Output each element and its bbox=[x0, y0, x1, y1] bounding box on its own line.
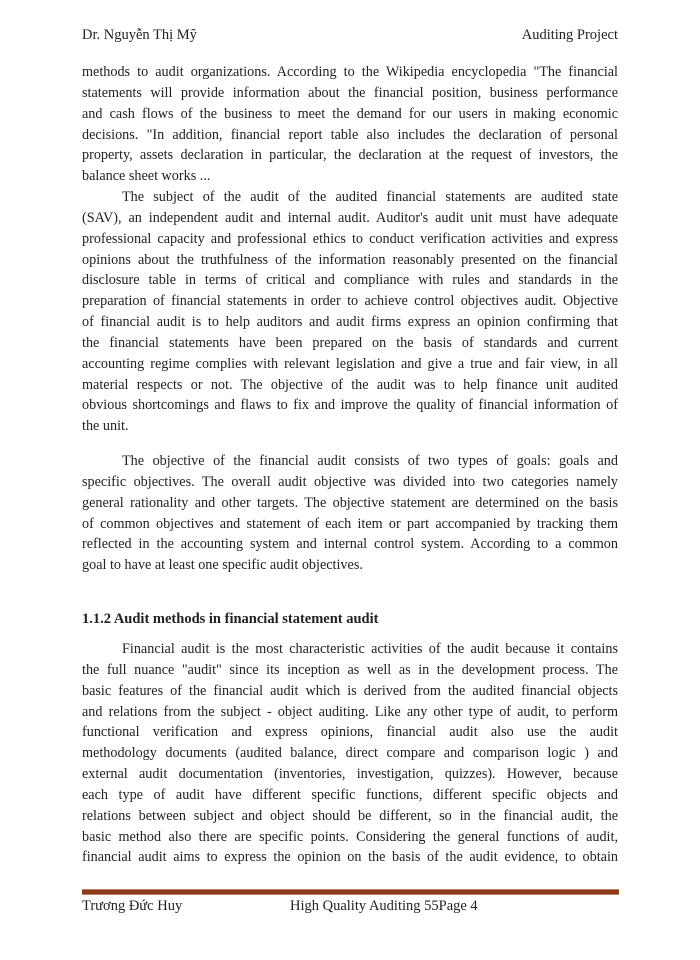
text-line: decisions. "In addition, financial report table also includes the declaration of personal bbox=[82, 126, 618, 143]
text-line: goal to have at least one specific audit objectives. bbox=[82, 557, 363, 574]
text-line: the financial statements have been prepared on the basis of standards and current bbox=[82, 334, 618, 351]
text-line: accounting regime complies with relevant legislation and give a true and fair view, in all bbox=[82, 355, 618, 372]
text-line: The objective of the financial audit consists of two types of goals: goals and bbox=[122, 453, 618, 469]
header-right: Auditing Project bbox=[521, 27, 618, 43]
text-line: The subject of the audit of the audited financial statements are audited state bbox=[122, 189, 618, 205]
text-line: Financial audit is the most characteristic activities of the audit because it contains bbox=[122, 641, 618, 657]
text-line: (SAV), an independent audit and internal audit. Auditor's audit unit must have adequate bbox=[82, 209, 618, 226]
text-line: of financial audit is to help auditors and audit firms express an opinion confirming that bbox=[82, 314, 618, 331]
footer-page-info: High Quality Auditing 55Page 4 bbox=[290, 898, 478, 914]
text-line: opinions about the truthfulness of the information reasonably presented on the financial bbox=[82, 251, 618, 268]
text-line: property, assets declaration in particular, the declaration at the request of investors, the bbox=[82, 147, 618, 164]
paragraph-4 bbox=[82, 639, 618, 868]
text-line: each type of audit have different specific functions, different specific objects and bbox=[82, 786, 618, 803]
text-line: basic method also there are specific points. Considering the general functions of audit, bbox=[82, 828, 618, 845]
text-line: of common objectives and statement of each item or part accompanied by tracking them bbox=[82, 515, 618, 532]
text-line: specific objectives. The overall audit objective was divided into two categories namely bbox=[82, 473, 618, 490]
text-line: financial audit aims to express the opinion on the basis of the audit evidence, to obtain bbox=[82, 849, 618, 866]
text-line: preparation of financial statements in order to achieve control objectives audit. Objective bbox=[82, 293, 618, 310]
text-line: general rationality and other targets. The objective statement are determined on the basis bbox=[82, 494, 618, 511]
paragraph-1 bbox=[82, 62, 618, 187]
paragraph-2 bbox=[82, 187, 618, 437]
text-line: and relations from the subject - object auditing. Like any other type of audit, to perform bbox=[82, 703, 618, 720]
text-line: material respects or not. The objective of the audit was to help finance unit audited bbox=[82, 376, 618, 393]
text-line: and cash flows of the business to meet the demand for our users in making economic bbox=[82, 105, 618, 122]
footer-rule bbox=[82, 889, 619, 895]
text-line: reflected in the accounting system and internal control system. According to a common bbox=[82, 536, 618, 553]
page-header bbox=[82, 27, 618, 44]
header-left: Dr. Nguyễn Thị Mỹ bbox=[82, 27, 197, 43]
text-line: methodology documents (audited balance, direct compare and comparison logic ) and bbox=[82, 745, 618, 762]
section-heading: 1.1.2 Audit methods in financial statement audit bbox=[82, 611, 379, 627]
text-line: relations between subject and object should be different, so in the financial audit, the bbox=[82, 807, 618, 824]
text-line: balance sheet works ... bbox=[82, 168, 211, 185]
text-line: professional capacity and professional ethics to conduct verification activities and express bbox=[82, 230, 618, 247]
text-line: disclosure table in terms of critical and compliance with rules and standards in the bbox=[82, 272, 618, 289]
text-line: methods to audit organizations. According to the Wikipedia encyclopedia "The financial bbox=[82, 64, 618, 80]
text-line: external audit documentation (inventories, investigation, quizzes). However, because bbox=[82, 766, 618, 783]
text-line: functional verification and express opinions, financial audit also use the audit bbox=[82, 724, 618, 741]
footer-author: Trương Đức Huy bbox=[82, 898, 183, 914]
text-line: the unit. bbox=[82, 418, 129, 435]
text-line: obvious shortcomings and flaws to fix and improve the quality of financial information of bbox=[82, 397, 618, 414]
paragraph-3 bbox=[82, 451, 618, 576]
text-line: basic features of the financial audit which is derived from the audited financial objects bbox=[82, 682, 618, 699]
text-line: the full nuance "audit" since its inception as well as in the development process. The bbox=[82, 661, 618, 678]
text-line: statements will provide information about the financial position, business performance bbox=[82, 84, 618, 101]
